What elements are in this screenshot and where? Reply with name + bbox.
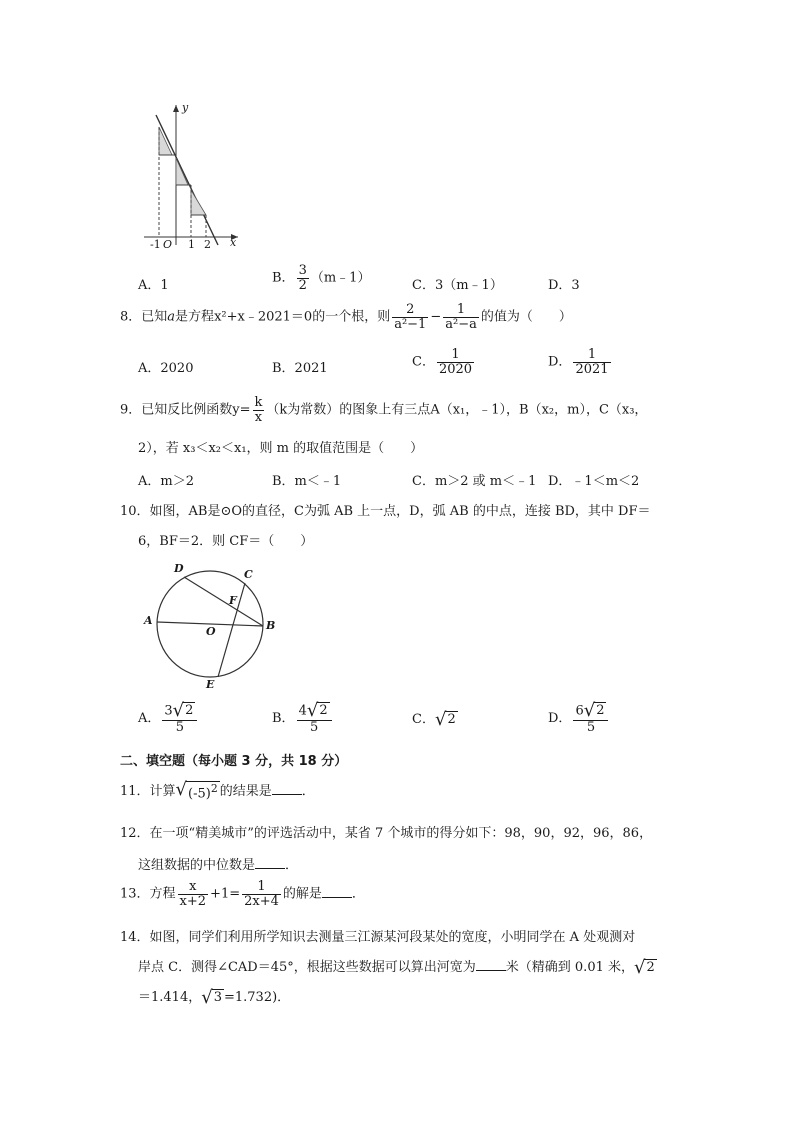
q9-option-a: A．m＞2	[138, 474, 194, 489]
q7-option-d: D．3	[548, 278, 580, 293]
q7-x-label: x	[230, 236, 237, 249]
q9-option-b: B．m＜﹣1	[272, 474, 342, 489]
q9-stem-line2: 2），若 x₃＜x₂＜x₁，则 m 的取值范围是（ ）	[138, 441, 424, 456]
q8-option-d: D． $\frac{1}{2021}$	[548, 347, 609, 377]
q12-stem-line1: 12．在一项“精美城市”的评选活动中，某省 7 个城市的得分如下：98，90，92，96，86，	[120, 826, 653, 841]
q9-option-d: D．﹣1＜m＜2	[548, 474, 640, 489]
q7-graph	[138, 100, 248, 250]
q11-answer-blank[interactable]	[272, 782, 302, 795]
q14-stem-line2: 岸点 C．测得∠CAD＝45°，根据这些数据可以算出河宽为 米（精确到 0.01 米， √ 2	[138, 956, 655, 978]
q7-origin-label: O	[163, 238, 173, 251]
q7-tick-2: 2	[204, 238, 211, 251]
q10-option-b: B． 4 √ 2 5	[272, 702, 334, 735]
q7-option-c: C．3（m﹣1）	[412, 278, 503, 293]
q7-tick-neg1: -1	[150, 238, 161, 251]
q7-option-b: B． $\frac{3}{2}$ （m﹣1）	[272, 263, 371, 293]
q10-label-o: O	[206, 625, 216, 638]
q13-stem: 13．方程 $\frac{x}{x+2}$ +1= $\frac{1}{2x+4}$ 的解是 ．	[120, 879, 365, 909]
q10-label-d: D	[174, 562, 184, 575]
q10-option-c: C． √ 2	[412, 708, 456, 730]
q10-option-a: A． 3 √ 2 5	[138, 702, 199, 735]
q12-answer-blank[interactable]	[255, 856, 285, 869]
q14-stem-line3: ＝1.414， √ 3 =1.732)．	[138, 986, 291, 1008]
q8-fraction-2: $\frac{1}{\text{a²−a}}$	[445, 302, 477, 332]
q7-option-a: A．1	[138, 278, 169, 293]
q10-label-a: A	[144, 614, 153, 627]
q10-label-c: C	[244, 568, 253, 581]
q8-fraction-1: $\frac{2}{\text{a²−1}}$	[394, 302, 427, 332]
q8-option-c: C． $\frac{1}{2020}$	[412, 347, 473, 377]
q7-tick-1: 1	[188, 238, 195, 251]
q10-label-b: B	[266, 619, 276, 632]
q13-answer-blank[interactable]	[322, 885, 352, 898]
q14-stem-line1: 14．如图，同学们利用所学知识去测量三江源某河段某处的宽度，小明同学在 A 处观测对	[120, 930, 636, 945]
q11-stem: 11．计算 √ $(-5)^2$ 的结果是 ．	[120, 779, 315, 802]
q9-option-c: C．m＞2 或 m＜﹣1	[412, 474, 537, 489]
q10-option-d: D． 6 √ 2 5	[548, 702, 610, 735]
q14-answer-blank[interactable]	[476, 958, 506, 971]
q7-b-fraction: $\frac{3}{2}$	[298, 263, 307, 293]
q8-stem: 8．已知a是方程x²+x﹣2021＝0的一个根，则 $\frac{2}{\text{a²−1}}$ − $\frac{1}{\text{a²−a}}$ 的值为（ ）	[120, 302, 572, 332]
section-2-heading: 二、填空题（每小题 3 分，共 18 分）	[120, 754, 348, 769]
q12-stem-line2: 这组数据的中位数是 ．	[138, 858, 299, 873]
q10-label-e: E	[206, 678, 215, 691]
q10-stem-line2: 6，BF＝2．则 CF＝（ ）	[138, 534, 314, 549]
q8-option-a: A．2020	[138, 361, 194, 376]
q10-label-f: F	[229, 594, 237, 607]
q7-y-label: y	[182, 101, 189, 114]
q10-stem-line1: 10．如图，AB是⊙O的直径，C为弧 AB 上一点，D，弧 AB 的中点，连接 BD，其中 DF＝	[120, 504, 651, 519]
q8-option-b: B．2021	[272, 361, 328, 376]
q9-stem-line1: 9．已知反比例函数y= $\frac{k}{x}$ （k为常数）的图象上有三点A（x₁，﹣1），B（x₂，m），C（x₃，	[120, 395, 648, 425]
